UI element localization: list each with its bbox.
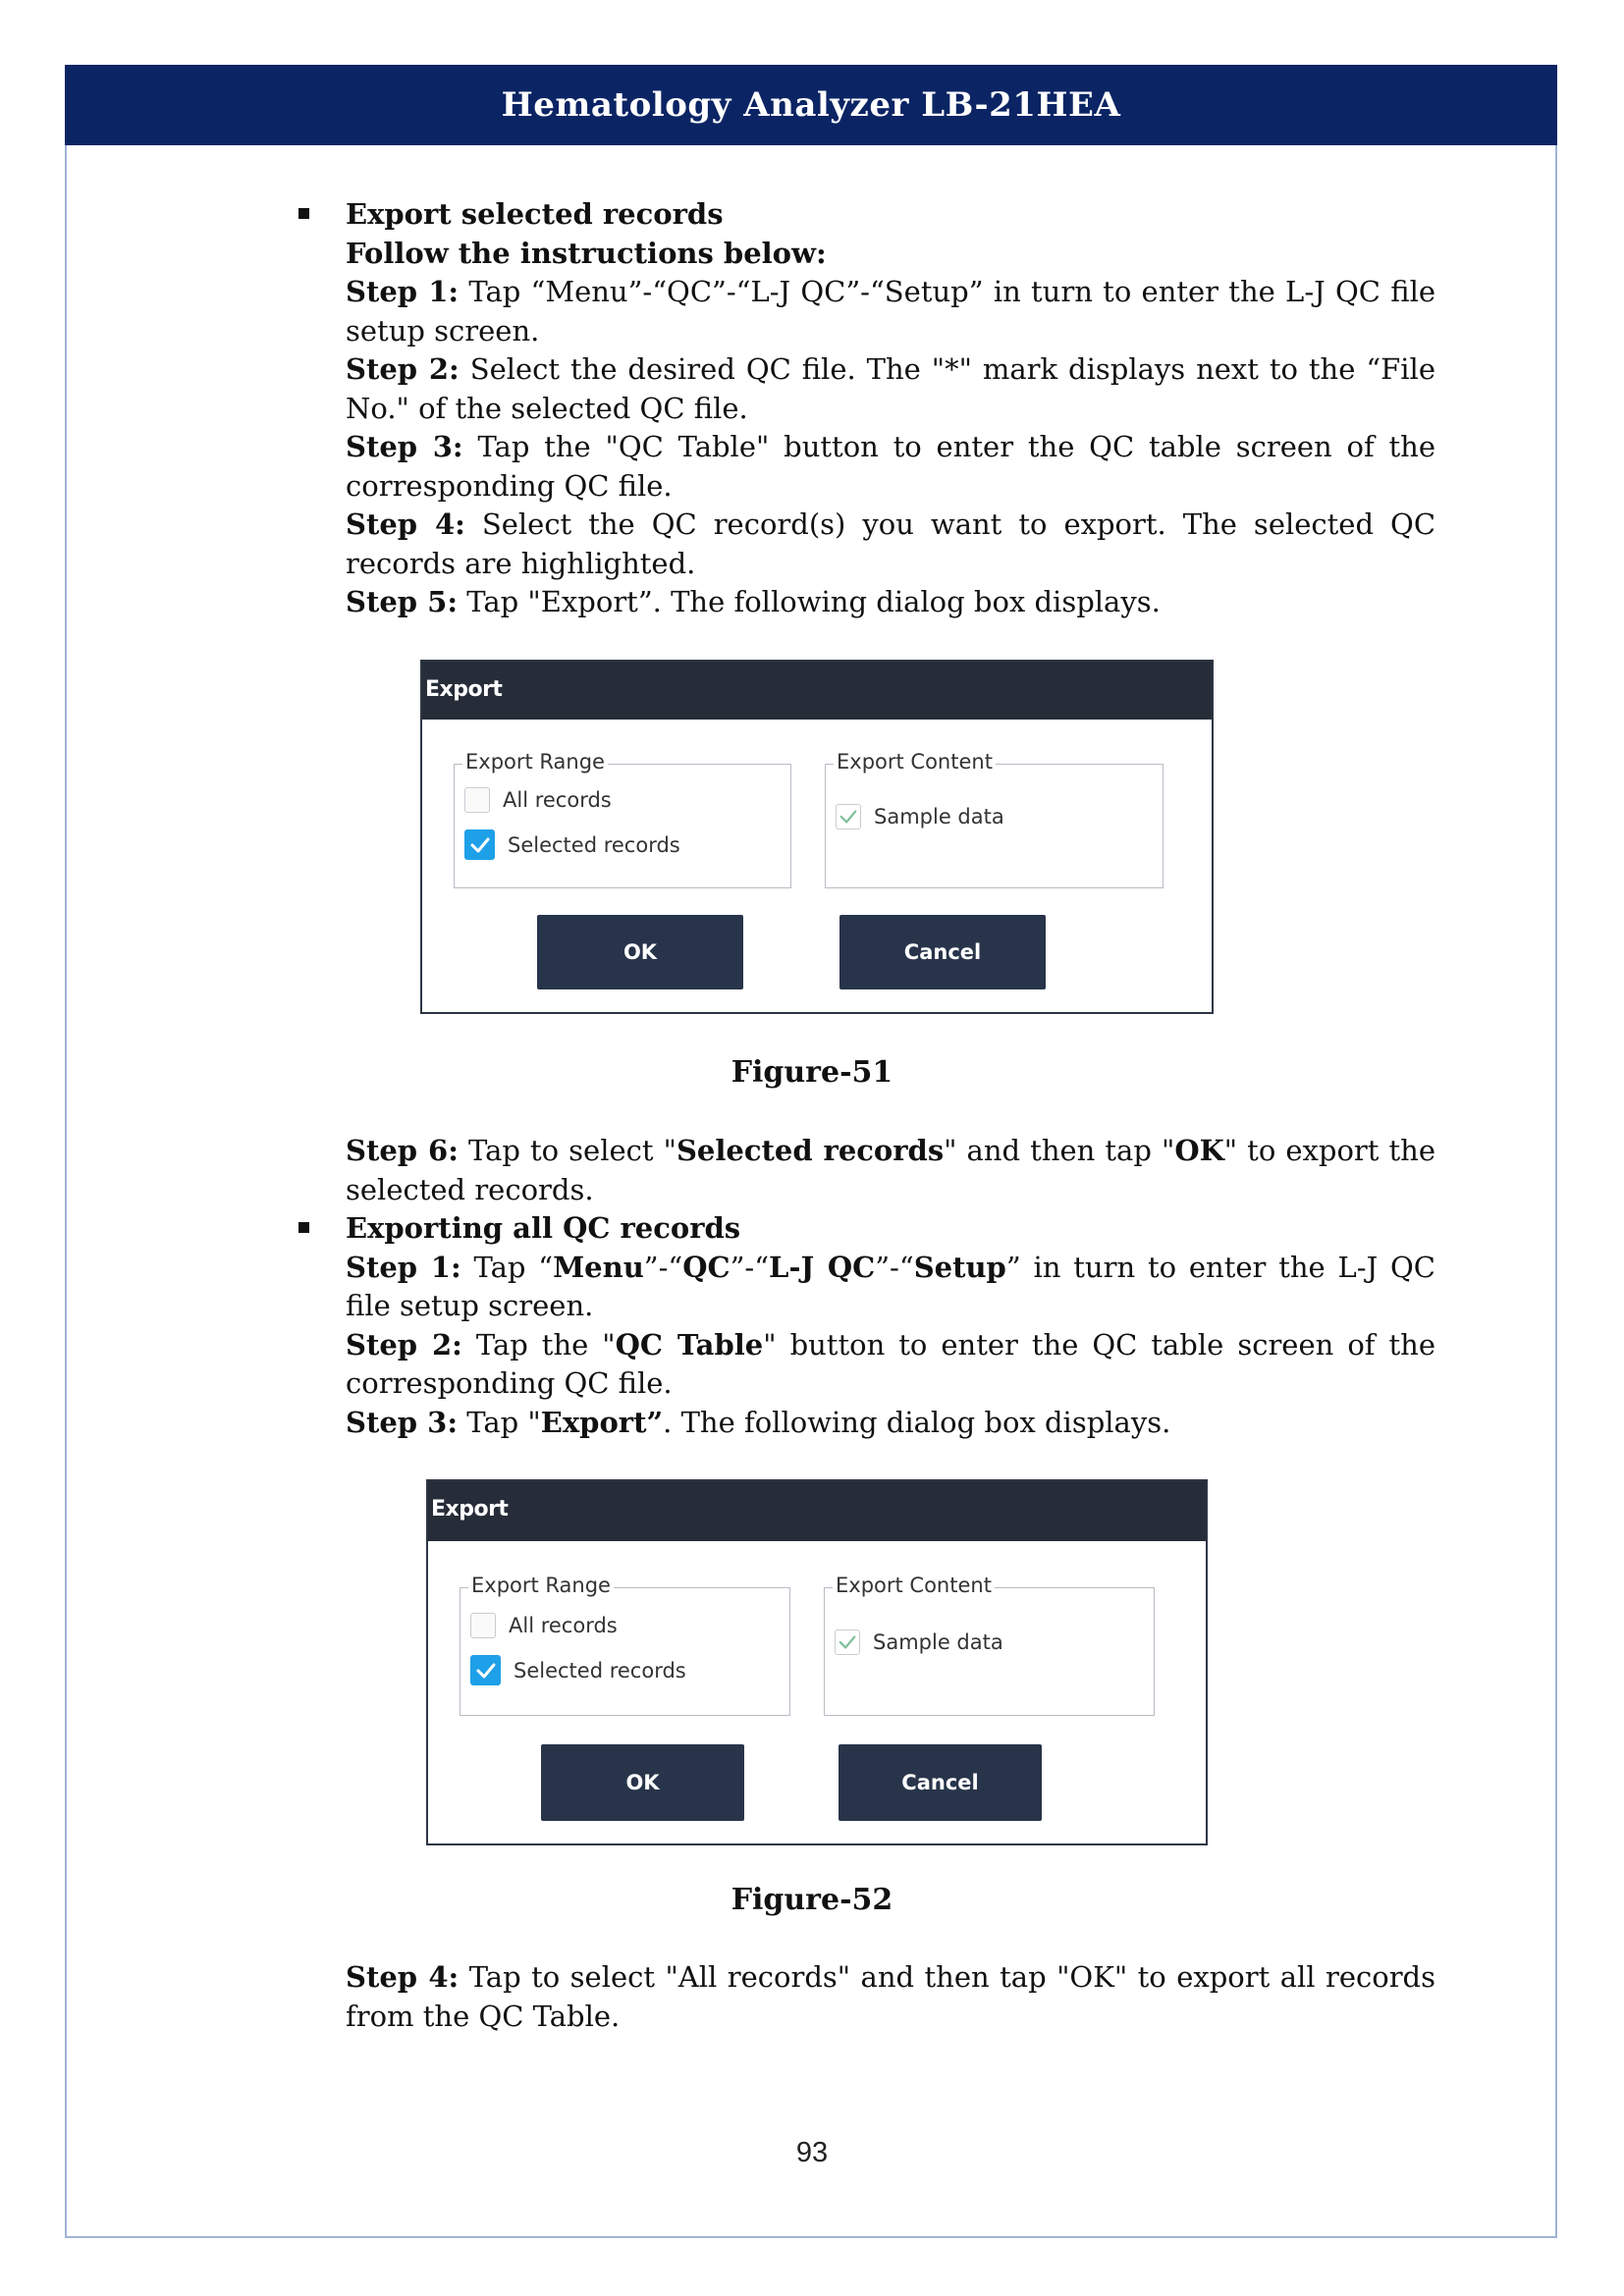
all-records-checkbox[interactable] — [470, 1613, 496, 1638]
step-paragraph: Step 2: Select the desired QC file. The "*" mark displays next to the “File No." of the selected QC file. — [346, 352, 1435, 425]
all-records-option[interactable] — [470, 1613, 618, 1638]
export-dialog — [426, 1479, 1208, 1845]
selected-records-label: Selected records — [514, 1658, 686, 1682]
export-range-group — [454, 750, 791, 888]
step-paragraph: Step 2: Tap the "QC Table" button to enter the QC table screen of the corresponding QC file. — [346, 1327, 1436, 1400]
figure-caption: Figure-52 — [731, 1883, 893, 1917]
section-export-selected — [346, 195, 1435, 622]
header-title: Hematology Analyzer LB-21HEA — [501, 85, 1121, 125]
all-records-label: All records — [509, 1614, 618, 1637]
step-paragraph: Step 5: Tap "Export”. The following dialog box displays. — [346, 585, 1161, 618]
export-range-group — [460, 1574, 790, 1716]
figure-caption: Figure-51 — [731, 1055, 893, 1090]
all-records-label: All records — [503, 788, 612, 812]
check-icon — [469, 834, 491, 856]
selected-records-checkbox[interactable] — [464, 829, 495, 860]
all-records-checkbox[interactable] — [464, 787, 490, 813]
export-range-legend: Export Range — [468, 1574, 614, 1597]
ok-button[interactable]: OK — [537, 915, 743, 989]
sample-data-checkbox[interactable] — [836, 804, 861, 829]
step-paragraph: Step 1: Tap “Menu”-“QC”-“L-J QC”-“Setup” in turn to enter the L-J QC file setup screen. — [346, 1250, 1435, 1322]
check-icon — [475, 1660, 497, 1682]
check-icon — [839, 807, 858, 827]
page-number: 93 — [795, 2137, 829, 2168]
cancel-button[interactable]: Cancel — [839, 1744, 1042, 1821]
step-paragraph: Step 3: Tap the "QC Table" button to enter the QC table screen of the corresponding QC file. — [346, 430, 1435, 503]
bullet-icon — [298, 208, 309, 219]
export-content-group — [825, 750, 1164, 888]
dialog-title: Export — [425, 677, 503, 702]
instructions-heading: Follow the instructions below: — [346, 236, 827, 270]
selected-records-option[interactable] — [470, 1655, 686, 1685]
sample-data-label: Sample data — [874, 805, 1004, 828]
selected-records-checkbox[interactable] — [470, 1655, 501, 1685]
all-records-option[interactable] — [464, 787, 612, 813]
ok-button[interactable]: OK — [541, 1744, 744, 1821]
header-bar — [65, 65, 1557, 145]
step-paragraph: Step 4: Tap to select "All records" and then tap "OK" to export all records from the QC Table. — [346, 1960, 1436, 2033]
final-step — [346, 1958, 1435, 2036]
sample-data-label: Sample data — [873, 1630, 1003, 1654]
check-icon — [838, 1632, 857, 1652]
export-content-legend: Export Content — [834, 750, 996, 774]
section-export-all — [346, 1132, 1435, 1442]
dialog-titlebar — [422, 662, 1212, 720]
dialog-titlebar — [428, 1481, 1206, 1541]
section-heading: Export selected records — [346, 197, 724, 231]
sample-data-option[interactable] — [836, 804, 1004, 829]
sample-data-checkbox[interactable] — [835, 1629, 860, 1655]
section-heading: Exporting all QC records — [346, 1211, 741, 1245]
export-range-legend: Export Range — [462, 750, 608, 774]
selected-records-option[interactable] — [464, 829, 680, 860]
step-paragraph: Step 6: Tap to select "Selected records" and then tap "OK" to export the selected records. — [346, 1134, 1435, 1206]
step-paragraph: Step 1: Tap “Menu”-“QC”-“L-J QC”-“Setup” in turn to enter the L-J QC file setup screen. — [346, 275, 1436, 347]
export-dialog — [420, 660, 1214, 1014]
cancel-button[interactable]: Cancel — [839, 915, 1046, 989]
bullet-icon — [298, 1222, 309, 1233]
step-paragraph: Step 3: Tap "Export”. The following dialog box displays. — [346, 1405, 1171, 1439]
export-content-legend: Export Content — [833, 1574, 995, 1597]
sample-data-option[interactable] — [835, 1629, 1003, 1655]
export-content-group — [824, 1574, 1155, 1716]
selected-records-label: Selected records — [508, 832, 680, 857]
dialog-title: Export — [431, 1497, 509, 1522]
step-paragraph: Step 4: Select the QC record(s) you want to export. The selected QC records are highlighted. — [346, 507, 1436, 580]
